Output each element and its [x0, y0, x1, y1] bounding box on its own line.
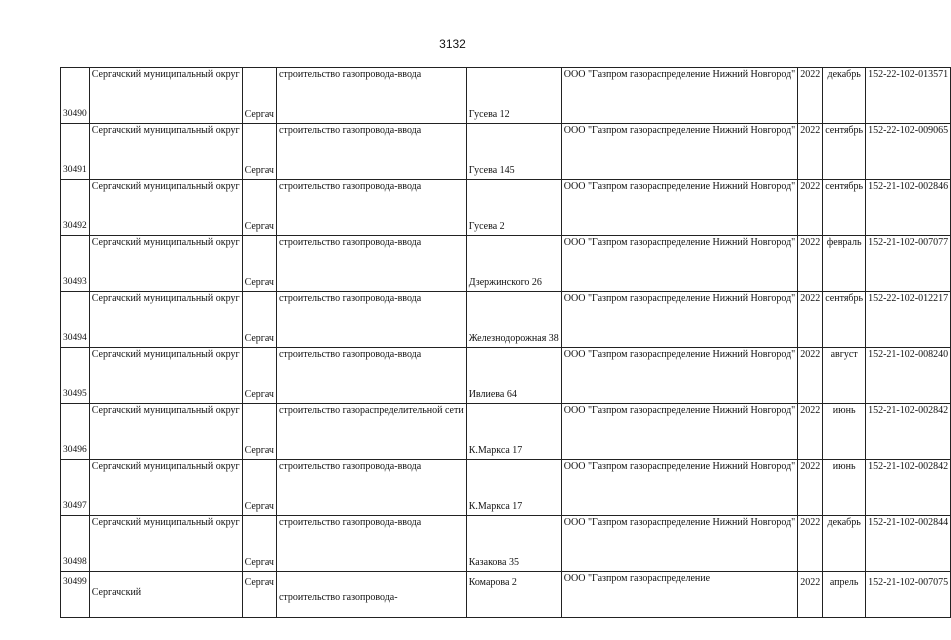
- address-cell: Ивлиева 64: [466, 348, 561, 404]
- works-type-cell: строительство газопровода-ввода: [276, 236, 466, 292]
- table-row: [61, 516, 951, 572]
- year-cell: 2022: [798, 460, 823, 516]
- year-cell: 2022: [798, 236, 823, 292]
- address-cell: Дзержинского 26: [466, 236, 561, 292]
- town-cell: Сергач: [242, 348, 276, 404]
- row-number: 30494: [61, 292, 90, 348]
- year-cell: 2022: [798, 572, 823, 618]
- month-cell: август: [823, 348, 866, 404]
- year-cell: 2022: [798, 292, 823, 348]
- address-cell: Гусева 12: [466, 68, 561, 124]
- district-cell: Сергачский муниципальный округ: [89, 460, 242, 516]
- town-cell: Сергач: [242, 572, 276, 618]
- code-cell: 152-21-102-002842: [866, 404, 951, 460]
- year-cell: 2022: [798, 180, 823, 236]
- organization-cell: ООО "Газпром газораспределение: [561, 572, 797, 618]
- row-number: 30497: [61, 460, 90, 516]
- town-cell: Сергач: [242, 124, 276, 180]
- address-cell: Гусева 145: [466, 124, 561, 180]
- works-type-cell: строительство газопровода-ввода: [276, 124, 466, 180]
- works-type-cell: строительство газопровода-ввода: [276, 516, 466, 572]
- row-number: 30491: [61, 124, 90, 180]
- row-number: 30493: [61, 236, 90, 292]
- code-cell: 152-21-102-007075: [866, 572, 951, 618]
- town-cell: Сергач: [242, 180, 276, 236]
- code-cell: 152-21-102-002846: [866, 180, 951, 236]
- code-cell: 152-21-102-002842: [866, 460, 951, 516]
- works-type-cell: строительство газораспределительной сети: [276, 404, 466, 460]
- month-cell: сентябрь: [823, 180, 866, 236]
- organization-cell: ООО "Газпром газораспределение Нижний Новгород": [561, 124, 797, 180]
- table-row: [61, 180, 951, 236]
- organization-cell: ООО "Газпром газораспределение Нижний Новгород": [561, 348, 797, 404]
- address-cell: Железнодорожная 38: [466, 292, 561, 348]
- page-number: 3132: [439, 37, 466, 51]
- month-cell: июнь: [823, 404, 866, 460]
- month-cell: декабрь: [823, 516, 866, 572]
- address-cell: К.Маркса 17: [466, 404, 561, 460]
- table-row: [61, 404, 951, 460]
- row-number: 30498: [61, 516, 90, 572]
- district-cell: Сергачский муниципальный округ: [89, 348, 242, 404]
- town-cell: Сергач: [242, 460, 276, 516]
- district-cell: Сергачский муниципальный округ: [89, 292, 242, 348]
- month-cell: сентябрь: [823, 292, 866, 348]
- works-type-cell: строительство газопровода-ввода: [276, 68, 466, 124]
- town-cell: Сергач: [242, 516, 276, 572]
- month-cell: февраль: [823, 236, 866, 292]
- code-cell: 152-22-102-013571: [866, 68, 951, 124]
- year-cell: 2022: [798, 404, 823, 460]
- works-type-cell: строительство газопровода-ввода: [276, 348, 466, 404]
- address-cell: Казакова 35: [466, 516, 561, 572]
- works-type-cell: строительство газопровода-ввода: [276, 180, 466, 236]
- table-row: [61, 348, 951, 404]
- district-cell: Сергачский муниципальный округ: [89, 236, 242, 292]
- address-cell: К.Маркса 17: [466, 460, 561, 516]
- works-type-cell: строительство газопровода-ввода: [276, 292, 466, 348]
- district-cell: Сергачский муниципальный округ: [89, 516, 242, 572]
- organization-cell: ООО "Газпром газораспределение Нижний Новгород": [561, 516, 797, 572]
- district-cell: Сергачский муниципальный округ: [89, 124, 242, 180]
- month-cell: сентябрь: [823, 124, 866, 180]
- town-cell: Сергач: [242, 404, 276, 460]
- code-cell: 152-21-102-007077: [866, 236, 951, 292]
- district-cell: Сергачский муниципальный округ: [89, 180, 242, 236]
- table-row: [61, 236, 951, 292]
- year-cell: 2022: [798, 348, 823, 404]
- organization-cell: ООО "Газпром газораспределение Нижний Новгород": [561, 68, 797, 124]
- town-cell: Сергач: [242, 292, 276, 348]
- works-type-cell: строительство газопровода-: [276, 572, 466, 618]
- year-cell: 2022: [798, 516, 823, 572]
- year-cell: 2022: [798, 68, 823, 124]
- row-number: 30490: [61, 68, 90, 124]
- row-number: 30496: [61, 404, 90, 460]
- organization-cell: ООО "Газпром газораспределение Нижний Новгород": [561, 292, 797, 348]
- code-cell: 152-22-102-009065: [866, 124, 951, 180]
- town-cell: Сергач: [242, 68, 276, 124]
- district-cell: Сергачский: [89, 572, 242, 618]
- district-cell: Сергачский муниципальный округ: [89, 404, 242, 460]
- table-row: [61, 292, 951, 348]
- month-cell: июнь: [823, 460, 866, 516]
- year-cell: 2022: [798, 124, 823, 180]
- district-cell: Сергачский муниципальный округ: [89, 68, 242, 124]
- month-cell: апрель: [823, 572, 866, 618]
- row-number: 30495: [61, 348, 90, 404]
- registry-table: [60, 67, 951, 618]
- table-row: [61, 124, 951, 180]
- code-cell: 152-21-102-008240: [866, 348, 951, 404]
- code-cell: 152-22-102-012217: [866, 292, 951, 348]
- table-row: [61, 68, 951, 124]
- month-cell: декабрь: [823, 68, 866, 124]
- address-cell: Комарова 2: [466, 572, 561, 618]
- address-cell: Гусева 2: [466, 180, 561, 236]
- works-type-cell: строительство газопровода-ввода: [276, 460, 466, 516]
- organization-cell: ООО "Газпром газораспределение Нижний Новгород": [561, 236, 797, 292]
- organization-cell: ООО "Газпром газораспределение Нижний Новгород": [561, 404, 797, 460]
- row-number: 30499: [61, 572, 90, 618]
- table-row: [61, 572, 951, 618]
- town-cell: Сергач: [242, 236, 276, 292]
- organization-cell: ООО "Газпром газораспределение Нижний Новгород": [561, 180, 797, 236]
- code-cell: 152-21-102-002844: [866, 516, 951, 572]
- organization-cell: ООО "Газпром газораспределение Нижний Новгород": [561, 460, 797, 516]
- row-number: 30492: [61, 180, 90, 236]
- table-row: [61, 460, 951, 516]
